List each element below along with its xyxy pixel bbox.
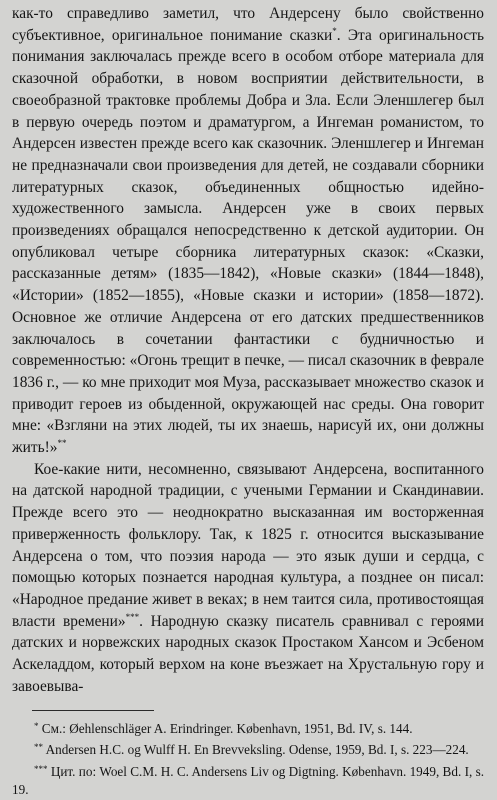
footnote-reference[interactable]: **	[57, 438, 67, 449]
paragraph-text: Кое-какие нити, несомненно, связывают Андерсена, воспитанного на датской народной традиции, с учеными Германии и Скандинавии. Прежде всего это — неоднократно высказанная им восторженная приверженность фольклору. Так, к 1825 г. относится высказывание Андерсена о том, что поэзия народа — это язык души и сердца, с помощью которых познается народная культура, а позднее он писал: «Народное предание живет в веках; в нем таится сила, противостоящая власти времени»	[12, 460, 484, 630]
paragraph-text: как-то справедливо заметил, что Андерсену было свойственно субъективное, оригинальное понимание сказки	[12, 5, 484, 44]
footnote-reference[interactable]: ***	[125, 611, 140, 622]
footnotes	[12, 717, 484, 800]
footnote-mark: *	[34, 720, 39, 731]
footnote-text: Цит. по: Woel C.M. H. C. Andersens Liv og Digtning. København. 1949, Bd. I, s. 19.	[12, 763, 485, 797]
footnote-1	[12, 717, 484, 739]
footnote-text: Andersen H.C. og Wulff H. En Brevveksling. Odense, 1959, Bd. I, s. 223—224.	[45, 742, 469, 757]
footnote-divider	[32, 710, 154, 711]
footnote-2	[12, 738, 484, 760]
footnote-3	[12, 760, 484, 800]
paragraph-1	[12, 3, 484, 459]
footnote-reference[interactable]: *	[332, 25, 337, 36]
paragraph-text: . Эта оригинальность понимания заключалась прежде всего в особом отборе материала для сказочной обработки, в новом восприятии действительности, в своеобразной трактовке проблемы Добра и Зла. Если Эленшлегер был в первую очередь поэтом и драматургом, а Ингеман романистом, то Андерсен известен прежде всего как сказочник. Эленшлегер и Ингеман не предназначали свои произведения для детей, не создавали сборники литературных сказок, объединенных общностью идейно-художественного замысла. Андерсен уже в своих первых произведениях обращался непосредственно к детской аудитории. Он опубликовал четыре сборника литературных сказок: «Сказки, рассказанные детям» (1835—1842), «Новые сказки» (1844—1848), «Истории» (1852—1855), «Новые сказки и истории» (1858—1872). Основное же отличие Андерсена от его датских предшественников заключалось в сочетании фантастики с будничностью и современностью: «Огонь трещит в печке, — писал сказочник в феврале 1836 г., — ко мне приходит моя Муза, рассказывает множество сказок и приводит героев из обыденной, окружающей нас среды. Она говорит мне: «Взгляни на этих людей, ты их знаешь, нарисуй их, они должны жить!»	[12, 26, 485, 457]
footnote-mark: **	[34, 742, 43, 752]
body-text	[12, 3, 484, 698]
paragraph-text: . Народную сказку писатель сравнивал с героями датских и норвежских народных сказок Простаком Хансом и Эсбеном Аскеладдом, который верхом на коне въезжает на Хрустальную гору и завоевыва-	[12, 612, 484, 695]
footnote-text: См.: Øehlenschläger A. Erindringer. København, 1951, Bd. IV, s. 144.	[41, 720, 413, 736]
paragraph-2	[12, 459, 484, 698]
footnote-mark: ***	[34, 763, 48, 774]
